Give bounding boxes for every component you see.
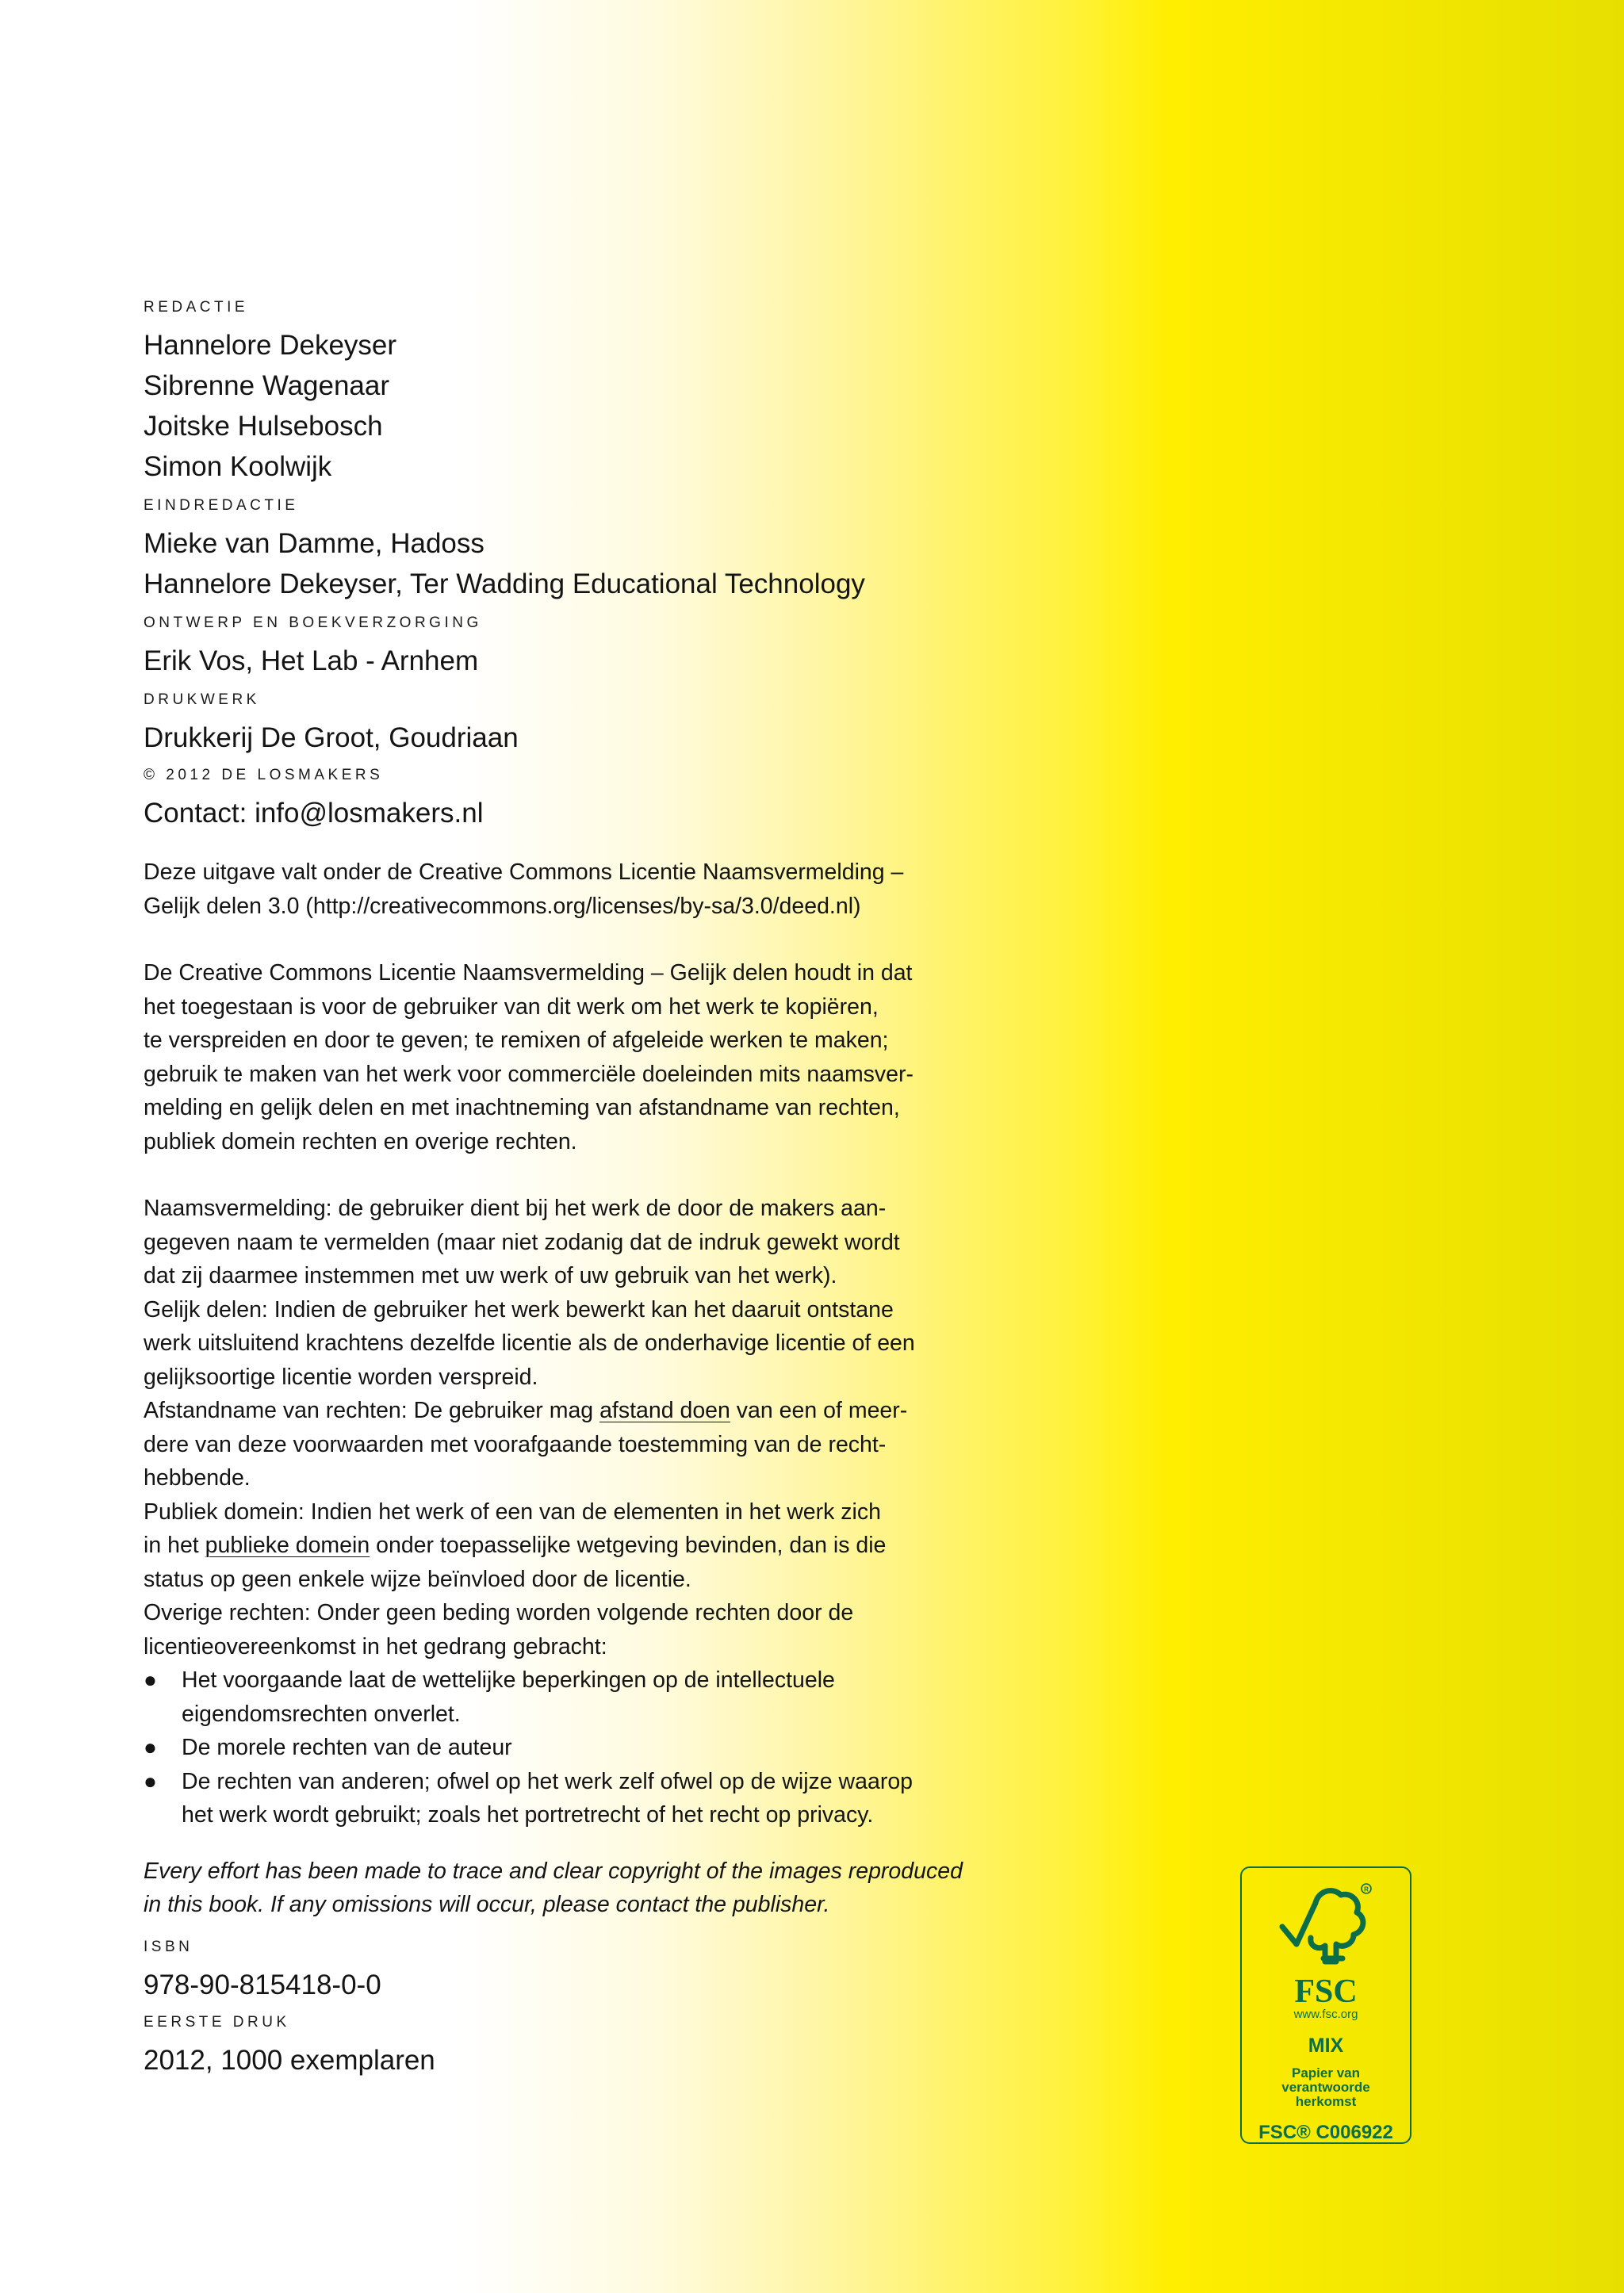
- license-intro-line: Gelijk delen 3.0 (http://creativecommons.org/licenses/by-sa/3.0/deed.nl): [144, 893, 861, 919]
- afstand-post: van een of meer-: [730, 1398, 908, 1423]
- terms-line: Naamsvermelding: de gebruiker dient bij het werk de door de makers aan-: [144, 1196, 887, 1221]
- eindredactie-label: EINDREDACTIE: [144, 497, 299, 514]
- terms-line: gelijksoortige licentie worden verspreid.: [144, 1364, 538, 1390]
- explanation-line: gebruik te maken van het werk voor commerciële doeleinden mits naamsver-: [144, 1061, 914, 1087]
- license-intro: [144, 856, 952, 923]
- isbn-label: ISBN: [144, 1938, 193, 1955]
- bullet-icon: ●: [144, 1768, 157, 1793]
- list-item-line: het werk wordt gebruikt; zoals het portretrecht of het recht op privacy.: [182, 1802, 874, 1828]
- redactie-name: Sibrenne Wagenaar: [144, 370, 390, 401]
- list-item: [144, 1663, 952, 1731]
- rights-list: [144, 1663, 952, 1832]
- list-item-line: Het voorgaande laat de wettelijke beperkingen op de intellectuele: [182, 1667, 835, 1693]
- terms-line: Gelijk delen: Indien de gebruiker het werk bewerkt kan het daaruit ontstane: [144, 1296, 894, 1323]
- fsc-url: www.fsc.org: [1293, 2008, 1358, 2021]
- fsc-name: FSC: [1294, 1973, 1358, 2010]
- fsc-logo: [1240, 1866, 1411, 2144]
- publiek-post: onder toepasselijke wetgeving bevinden, dan is die: [370, 1533, 887, 1558]
- license-terms: [144, 1192, 952, 1832]
- license-intro-line: Deze uitgave valt onder de Creative Commons Licentie Naamsvermelding –: [144, 859, 904, 885]
- redactie-name: Joitske Hulsebosch: [144, 411, 383, 442]
- terms-line: Publiek domein: Indien het werk of een van de elementen in het werk zich: [144, 1499, 881, 1525]
- eindredactie-name: Mieke van Damme, Hadoss: [144, 528, 485, 559]
- list-item-line: De morele rechten van de auteur: [182, 1735, 512, 1760]
- terms-line: licentieovereenkomst in het gedrang gebracht:: [144, 1633, 607, 1659]
- copyright-label: © 2012 DE LOSMAKERS: [144, 767, 384, 783]
- terms-line: dere van deze voorwaarden met voorafgaande toestemming van de recht-: [144, 1431, 887, 1457]
- drukwerk-label: DRUKWERK: [144, 691, 260, 708]
- ontwerp-value: Erik Vos, Het Lab - Arnhem: [144, 645, 479, 676]
- list-item-line: eigendomsrechten onverlet.: [182, 1701, 461, 1727]
- terms-line: hebbende.: [144, 1465, 251, 1491]
- fsc-code: FSC® C006922: [1258, 2122, 1393, 2143]
- disclaimer-line: Every effort has been made to trace and clear copyright of the images reproduced: [144, 1858, 963, 1884]
- terms-line: dat zij daarmee instemmen met uw werk of uw gebruik van het werk).: [144, 1263, 837, 1288]
- eerste-druk-value: 2012, 1000 exemplaren: [144, 2044, 435, 2076]
- fsc-mix: MIX: [1308, 2035, 1344, 2057]
- isbn-value: 978-90-815418-0-0: [144, 1969, 381, 2000]
- afstand-doen-link[interactable]: afstand doen: [599, 1398, 730, 1423]
- terms-line: gegeven naam te vermelden (maar niet zodanig dat de indruk gewekt wordt: [144, 1229, 900, 1255]
- publiek-line: [144, 1529, 952, 1563]
- eerste-druk-label: EERSTE DRUK: [144, 2013, 290, 2031]
- eindredactie-list: [144, 523, 952, 604]
- terms-line: werk uitsluitend krachtens dezelfde licentie als de onderhavige licentie of een: [144, 1330, 915, 1356]
- list-item: [144, 1765, 952, 1832]
- contact-line: Contact: info@losmakers.nl: [144, 798, 484, 829]
- drukwerk-value: Drukkerij De Groot, Goudriaan: [144, 722, 519, 753]
- explanation-line: melding en gelijk delen en met inachtneming van afstandname van rechten,: [144, 1095, 900, 1120]
- list-item: [144, 1731, 952, 1765]
- redactie-label: REDACTIE: [144, 299, 249, 316]
- explanation-line: publiek domein rechten en overige rechten.: [144, 1128, 577, 1154]
- fsc-tree-icon: [1274, 1879, 1377, 1974]
- redactie-name: Simon Koolwijk: [144, 451, 332, 482]
- license-explanation: [144, 956, 952, 1158]
- bullet-icon: ●: [144, 1735, 157, 1759]
- colophon: [144, 298, 963, 2081]
- explanation-line: te verspreiden en door te geven; te remixen of afgeleide werken te maken;: [144, 1028, 889, 1053]
- redactie-list: [144, 325, 952, 487]
- svg-text:R: R: [1364, 1885, 1369, 1893]
- publiek-pre: in het: [144, 1533, 205, 1558]
- redactie-name: Hannelore Dekeyser: [144, 330, 397, 361]
- afstand-line: [144, 1394, 952, 1428]
- terms-line: Overige rechten: Onder geen beding worden volgende rechten door de: [144, 1600, 854, 1625]
- terms-line: status op geen enkele wijze beïnvloed door de licentie.: [144, 1566, 691, 1592]
- explanation-line: het toegestaan is voor de gebruiker van dit werk om het werk te kopiëren,: [144, 993, 879, 1020]
- fsc-description: Papier van verantwoorde herkomst: [1281, 2065, 1370, 2109]
- list-item-line: De rechten van anderen; ofwel op het werk zelf ofwel op de wijze waarop: [182, 1768, 914, 1794]
- disclaimer: [144, 1855, 963, 1922]
- publieke-domein-link[interactable]: publieke domein: [205, 1533, 370, 1558]
- eindredactie-name: Hannelore Dekeyser, Ter Wadding Educational Technology: [144, 568, 865, 599]
- disclaimer-line: in this book. If any omissions will occur, please contact the publisher.: [144, 1892, 830, 1917]
- afstand-pre: Afstandname van rechten: De gebruiker mag: [144, 1398, 600, 1423]
- explanation-line: De Creative Commons Licentie Naamsvermelding – Gelijk delen houdt in dat: [144, 960, 913, 986]
- bullet-icon: ●: [144, 1667, 157, 1692]
- ontwerp-label: ONTWERP EN BOEKVERZORGING: [144, 614, 482, 631]
